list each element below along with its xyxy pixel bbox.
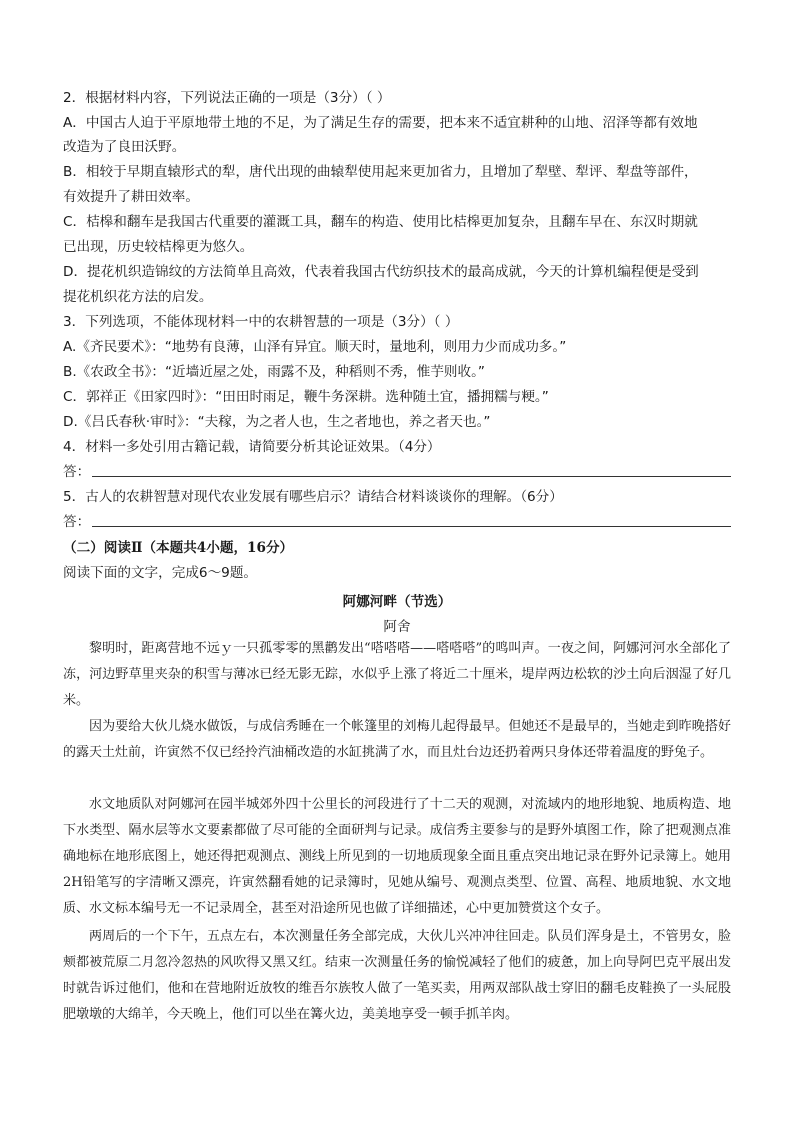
q4-answer-blank[interactable] xyxy=(92,462,731,477)
q2-option-d: D．提花机织造锦纹的方法简单且高效，代表着我国古代纺织技术的最高成就，今天的计算机编程便是受到 xyxy=(63,264,699,280)
q2-option-c-cont: 已出现，历史较桔槔更为悠久。 xyxy=(63,239,254,255)
q3-stem: 3．下列选项，不能体现材料一中的农耕智慧的一项是（3分）（ ） xyxy=(63,314,459,330)
q3-option-d: D.《吕氏春秋·审时》：“夫稼，为之者人也，生之者地也，养之者天也。” xyxy=(63,414,491,430)
q4-stem: 4．材料一多处引用古籍记载，请简要分析其论证效果。（4分） xyxy=(63,439,441,455)
q3-option-a: A.《齐民要术》：“地势有良薄，山泽有异宜。顺天时，量地利，则用力少而成功多。” xyxy=(63,339,567,355)
q2-option-b: B．相较于早期直辕形式的犁，唐代出现的曲辕犁使用起来更加省力，且增加了犁壁、犁评、犁盘等部件， xyxy=(63,164,698,180)
passage-author: 阿舍 xyxy=(383,619,411,635)
q5-answer-blank[interactable] xyxy=(92,512,731,527)
passage-paragraph: 两周后的一个下午，五点左右，本次测量任务全部完成，大伙儿兴冲冲往回走。队员们浑身是土，不管男女，脸颊都被荒原二月忽冷忽热的风吹得又黑又红。结束一次测量任务的愉悦减轻了他们的疲惫，加上向导阿巴克平展出发时就告诉过他们，他和在营地附近放牧的维吾尔族牧人做了一笔买卖，用两双部队战士穿旧的翻毛皮鞋换了一头屁股肥墩墩的大绵羊，今天晚上，他们可以坐在篝火边，美美地享受一顿手抓羊肉。 xyxy=(63,929,731,1022)
passage-paragraph: 因为要给大伙儿烧水做饭，与成信秀睡在一个帐篷里的刘梅儿起得最早。但她还不是最早的，当她走到昨晚搭好的露天土灶前，许寅然不仅已经拎汽油桶改造的水缸挑满了水，而且灶台边还扔着两只身体还带着温度的野兔子。 xyxy=(63,719,731,760)
section-instruction: 阅读下面的文字，完成6～9题。 xyxy=(63,565,258,581)
q3-option-c: C．郭祥正《田家四时》：“田田时雨足，鞭牛务深耕。选种随土宜，播拥糯与粳。” xyxy=(63,389,549,405)
q2-option-c: C．桔槔和翻车是我国古代重要的灌溉工具，翻车的构造、使用比桔槔更加复杂，且翻车早在、东汉时期就 xyxy=(63,214,698,230)
passage-title: 阿娜河畔（节选） xyxy=(342,594,452,610)
q4-answer-label: 答： xyxy=(63,464,91,480)
q2-stem: 2．根据材料内容，下列说法正确的一项是（3分）（ ） xyxy=(63,90,391,106)
passage-paragraph: 黎明时，距离营地不远ｙ一只孤零零的黑鹳发出“嗒嗒嗒——嗒嗒嗒”的鸣叫声。一夜之间，阿娜河河水全部化了冻，河边野草里夹杂的积雪与薄冰已经无影无踪，水似乎上涨了将近二十厘米，堤岸两边松软的沙土向后洇湿了好几米。 xyxy=(63,641,731,708)
q5-stem: 5．古人的农耕智慧对现代农业发展有哪些启示？请结合材料谈谈你的理解。（6分） xyxy=(63,489,563,505)
q5-answer-label: 答： xyxy=(63,514,91,530)
section-heading: （二）阅读Ⅱ（本题共4小题，16分） xyxy=(63,540,294,556)
q3-option-b: B.《农政全书》：“近墙近屋之处，雨露不及，种稻则不秀，惟芋则收。” xyxy=(63,364,485,380)
q2-option-b-cont: 有效提升了耕田效率。 xyxy=(63,189,199,205)
q2-option-d-cont: 提花机织花方法的启发。 xyxy=(63,289,213,305)
q2-option-a-cont: 改造为了良田沃野。 xyxy=(63,139,186,155)
q4-answer-line[interactable] xyxy=(63,462,731,482)
q5-answer-line[interactable] xyxy=(63,512,731,532)
passage-paragraph: 水文地质队对阿娜河在园半城郊外四十公里长的河段进行了十二天的观测，对流域内的地形地貌、地质构造、地下水类型、隔水层等水文要素都做了尽可能的全面研判与记录。成信秀主要参与的是野外填图工作，除了把观测点准确地标在地形底图上，她还得把观测点、测线上所见到的一切地质现象全面且重点突出地记录在野外记录簿上。她用2H铅笔写的字清晰又漂亮，许寅然翻看她的记录簿时，见她从编号、观测点类型、位置、高程、地质地貌、水文地质、水文标本编号无一不记录周全，甚至对沿途所见也做了详细描述，心中更加赞赏这个女子。 xyxy=(63,797,731,916)
q2-option-a: A．中国古人迫于平原地带土地的不足，为了满足生存的需要，把本来不适宜耕种的山地、沼泽等都有效地 xyxy=(63,115,698,131)
